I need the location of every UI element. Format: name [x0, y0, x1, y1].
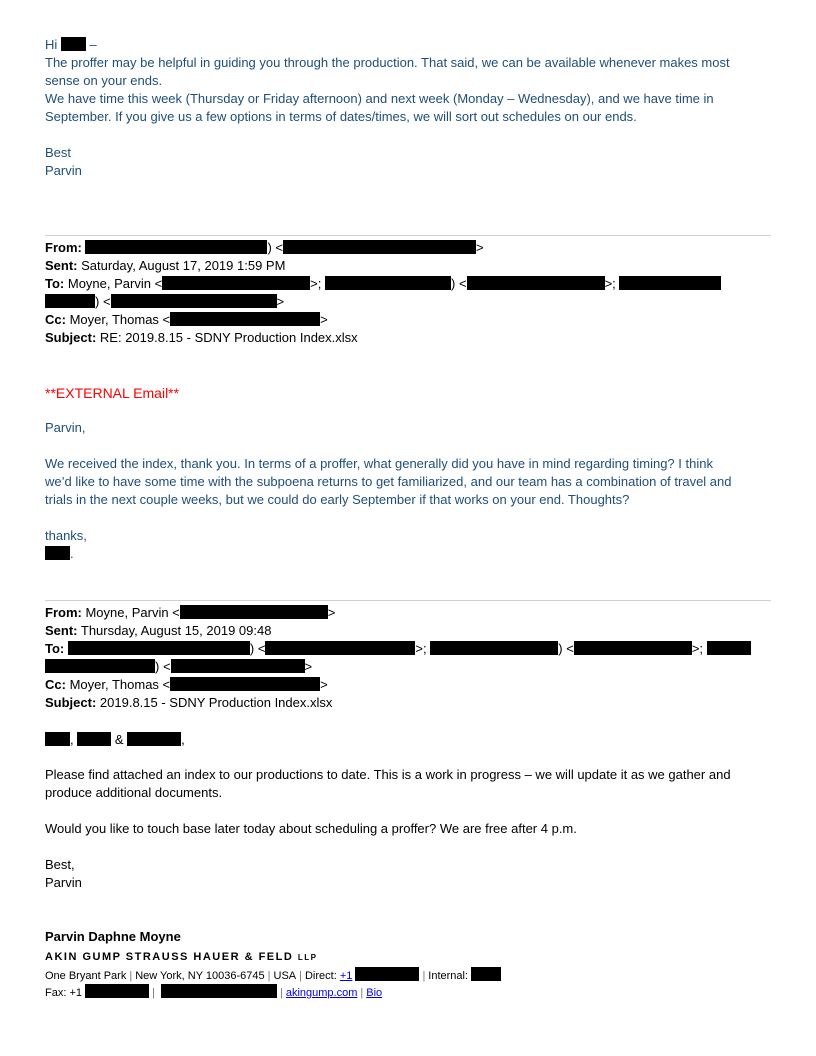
cc-end: > — [320, 312, 328, 327]
address-country: USA — [273, 970, 297, 982]
from-label: From: — [45, 240, 82, 255]
email2-line1: We received the index, thank you. In terms of a proffer, what generally did you have in mind regarding timing? I think — [45, 456, 713, 471]
header3-sent — [45, 622, 271, 640]
external-email-banner: **EXTERNAL Email** — [45, 385, 180, 401]
header3-to-cont — [45, 658, 312, 676]
redaction-bar — [170, 677, 320, 691]
to-label: To: — [45, 276, 65, 291]
to-value: Moyne, Parvin < — [67, 276, 163, 291]
redaction-bar — [355, 967, 419, 981]
bio-link[interactable]: Bio — [366, 987, 383, 999]
to-separator: >; — [415, 641, 427, 656]
email1-line2: sense on your ends. — [45, 73, 163, 88]
address-city: New York, NY 10036-6745 — [135, 970, 265, 982]
email3-signoff-name: Parvin — [45, 875, 82, 890]
email3-line3: Would you like to touch base later today about scheduling a proffer? We are free after 4 p.m. — [45, 821, 577, 836]
separator: | — [360, 987, 364, 999]
redaction-bar — [707, 641, 751, 655]
address-street: One Bryant Park — [45, 970, 127, 982]
fax-label: Fax: +1 — [45, 987, 82, 999]
from-end: > — [327, 605, 336, 620]
redaction-bar — [170, 312, 320, 326]
header3-subject — [45, 694, 332, 712]
header3-cc — [45, 676, 328, 694]
header2-cc — [45, 311, 328, 329]
redaction-bar — [283, 240, 476, 254]
from-end: > — [476, 240, 484, 255]
from-value: Moyne, Parvin < — [85, 605, 180, 620]
redaction-bar — [180, 605, 328, 619]
cc-value: Moyer, Thomas < — [69, 677, 171, 692]
redaction-bar — [85, 240, 267, 254]
to-end: > — [304, 659, 313, 674]
redaction-bar — [61, 37, 86, 51]
redaction-bar — [45, 732, 70, 746]
signature-name: Parvin Daphne Moyne — [45, 929, 181, 944]
to-label: To: — [45, 641, 65, 656]
signoff-period: . — [70, 546, 74, 561]
email3-salutation — [45, 731, 185, 749]
greeting-dash: – — [89, 37, 97, 52]
email2-line2: we’d like to have some time with the subpoena returns to get familiarized, and our team has a combination of travel and — [45, 474, 732, 489]
email1-line4: September. If you give us a few options in terms of dates/times, we will sort out schedules on our ends. — [45, 109, 637, 124]
separator: | — [422, 970, 426, 982]
greeting-line — [45, 36, 97, 54]
redaction-bar — [127, 732, 181, 746]
signature-address-line — [45, 967, 501, 985]
separator: | — [152, 987, 155, 999]
cc-end: > — [320, 677, 328, 692]
subject-value: 2019.8.15 - SDNY Production Index.xlsx — [99, 695, 333, 710]
signature-fax-line — [45, 984, 382, 1002]
greeting: Hi — [45, 37, 58, 52]
redaction-bar — [161, 984, 277, 998]
email3-closing: Best, — [45, 857, 75, 872]
to-separator: >; — [604, 276, 616, 291]
salutation-ampersand: & — [114, 732, 124, 747]
header2-subject — [45, 329, 358, 347]
subject-label: Subject: — [45, 330, 97, 345]
divider — [45, 600, 771, 601]
cc-label: Cc: — [45, 312, 66, 327]
header2-from — [45, 239, 484, 257]
subject-label: Subject: — [45, 695, 97, 710]
email2-closing: thanks, — [45, 528, 87, 543]
direct-label: Direct: — [304, 970, 337, 982]
redaction-bar — [430, 641, 558, 655]
firm-name — [45, 948, 317, 967]
header3-to — [45, 640, 751, 658]
to-separator: >; — [310, 276, 322, 291]
salutation-comma: , — [70, 732, 74, 747]
email3-line2: produce additional documents. — [45, 785, 223, 800]
header2-to-cont — [45, 293, 284, 311]
sent-value: Saturday, August 17, 2019 1:59 PM — [81, 258, 286, 273]
email3-line1: Please find attached an index to our productions to date. This is a work in progress – we will update it as we gather and — [45, 767, 731, 782]
internal-label: Internal: — [428, 970, 469, 982]
redaction-bar — [325, 276, 451, 290]
redaction-bar — [162, 276, 310, 290]
from-separator: ) < — [267, 240, 284, 255]
to-separator: ) < — [95, 294, 111, 309]
to-separator: ) < — [558, 641, 574, 656]
cc-value: Moyer, Thomas < — [69, 312, 171, 327]
email1-signoff-name: Parvin — [45, 163, 82, 178]
email2-salutation: Parvin, — [45, 420, 86, 435]
divider — [45, 235, 771, 236]
redaction-bar — [111, 294, 277, 308]
header2-sent — [45, 257, 285, 275]
firm-name-text: AKIN GUMP STRAUSS HAUER & FELD — [45, 951, 294, 963]
to-separator: ) < — [155, 659, 171, 674]
email2-signoff — [45, 545, 74, 563]
redaction-bar — [45, 294, 95, 308]
redaction-bar — [471, 967, 501, 981]
direct-phone-link[interactable]: +1 — [339, 970, 353, 982]
from-label: From: — [45, 605, 82, 620]
redaction-bar — [77, 732, 111, 746]
salutation-comma: , — [181, 732, 185, 747]
sent-label: Sent: — [45, 258, 78, 273]
redaction-bar — [467, 276, 605, 290]
redaction-bar — [574, 641, 692, 655]
sent-value: Thursday, August 15, 2019 09:48 — [80, 623, 272, 638]
separator: | — [129, 970, 133, 982]
redaction-bar — [85, 984, 149, 998]
redaction-bar — [171, 659, 305, 673]
header2-to — [45, 275, 721, 293]
email2-line3: trials in the next couple weeks, but we could do early September if that works on your end. Thoughts? — [45, 492, 630, 507]
redaction-bar — [45, 659, 155, 673]
redaction-bar — [265, 641, 415, 655]
to-separator: ) < — [249, 641, 266, 656]
firm-suffix: LLP — [297, 953, 318, 962]
to-separator: ) < — [451, 276, 467, 291]
cc-label: Cc: — [45, 677, 66, 692]
website-link[interactable]: akingump.com — [285, 987, 358, 999]
redaction-bar — [45, 546, 70, 560]
email1-line1: The proffer may be helpful in guiding you through the production. That said, we can be available whenever makes most — [45, 55, 730, 70]
email1-line3: We have time this week (Thursday or Friday afternoon) and next week (Monday – Wednesday), and we have time in — [45, 91, 714, 106]
to-end: > — [276, 294, 285, 309]
sent-label: Sent: — [45, 623, 78, 638]
separator: | — [299, 970, 302, 982]
header3-from — [45, 604, 335, 622]
subject-value: RE: 2019.8.15 - SDNY Production Index.xlsx — [99, 330, 358, 345]
to-separator: >; — [691, 641, 704, 656]
email1-closing: Best — [45, 145, 72, 160]
redaction-bar — [68, 641, 250, 655]
redaction-bar — [619, 276, 721, 290]
separator: | — [267, 970, 271, 982]
separator: | — [279, 987, 283, 999]
